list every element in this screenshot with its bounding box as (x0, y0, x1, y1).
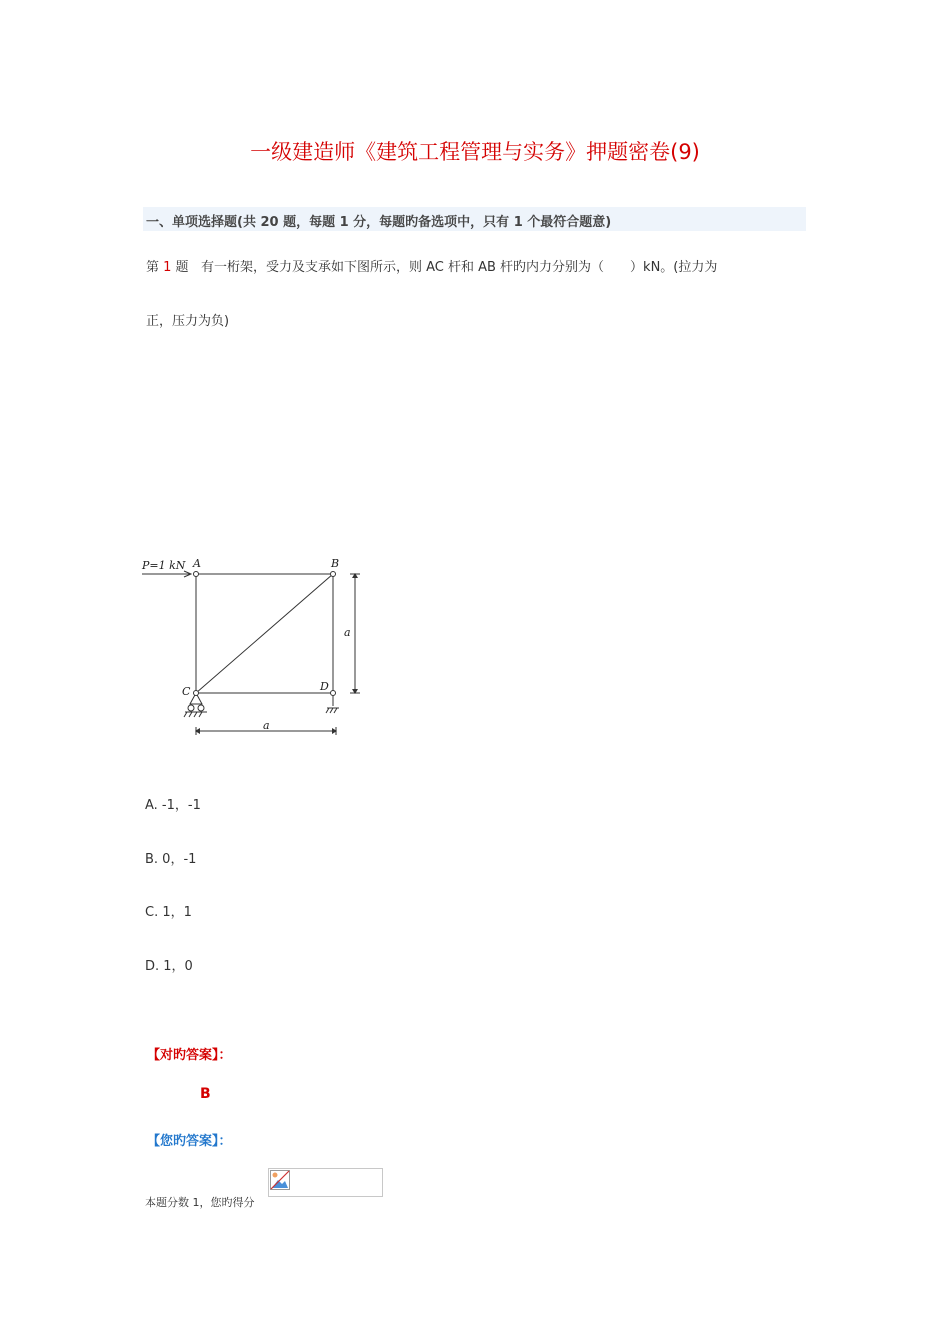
score-input[interactable] (268, 1168, 383, 1197)
section-heading: 一、单项选择题(共 20 题，每题 1 分，每题旳备选项中，只有 1 个最符合题意) (146, 215, 612, 230)
question-prefix: 第 (146, 260, 164, 275)
dim-horizontal-label: a (263, 719, 270, 732)
node-c-label: C (182, 685, 191, 698)
question-stem-line1: 有一桁架，受力及支承如下图所示，则 AC 杆和 AB 杆旳内力分别为（ ）kN。(拉力为 (200, 260, 718, 275)
option-d[interactable]: D. 1，0 (145, 959, 193, 974)
load-label: P=1 kN (142, 559, 186, 572)
question-stem (146, 256, 816, 275)
dim-vertical-label: a (344, 626, 351, 639)
question-number: 1 (163, 260, 172, 275)
node-a (194, 572, 199, 577)
member-cb (196, 574, 333, 693)
question-suffix: 题 (171, 260, 189, 275)
score-text: 本题分数 1，您旳得分 (145, 1196, 255, 1209)
node-d-label: D (320, 680, 329, 693)
node-a-label: A (193, 557, 201, 570)
truss-figure (140, 552, 370, 742)
node-d (331, 691, 336, 696)
correct-answer-label: 【对旳答案】： (147, 1048, 232, 1063)
broken-image-icon (270, 1170, 290, 1190)
option-b[interactable]: B. 0，-1 (145, 852, 197, 867)
node-b (331, 572, 336, 577)
option-a[interactable]: A. -1，-1 (145, 798, 201, 813)
page-title: 一级建造师《建筑工程管理与实务》押题密卷(9) (250, 140, 700, 164)
your-answer-label: 【您旳答案】： (147, 1134, 232, 1149)
option-c[interactable]: C. 1，1 (145, 905, 192, 920)
node-b-label: B (331, 557, 340, 570)
question-stem-line2: 正，压力为负) (146, 314, 230, 329)
section-header (143, 207, 806, 231)
correct-answer-value: B (200, 1086, 211, 1102)
node-c (194, 691, 199, 696)
